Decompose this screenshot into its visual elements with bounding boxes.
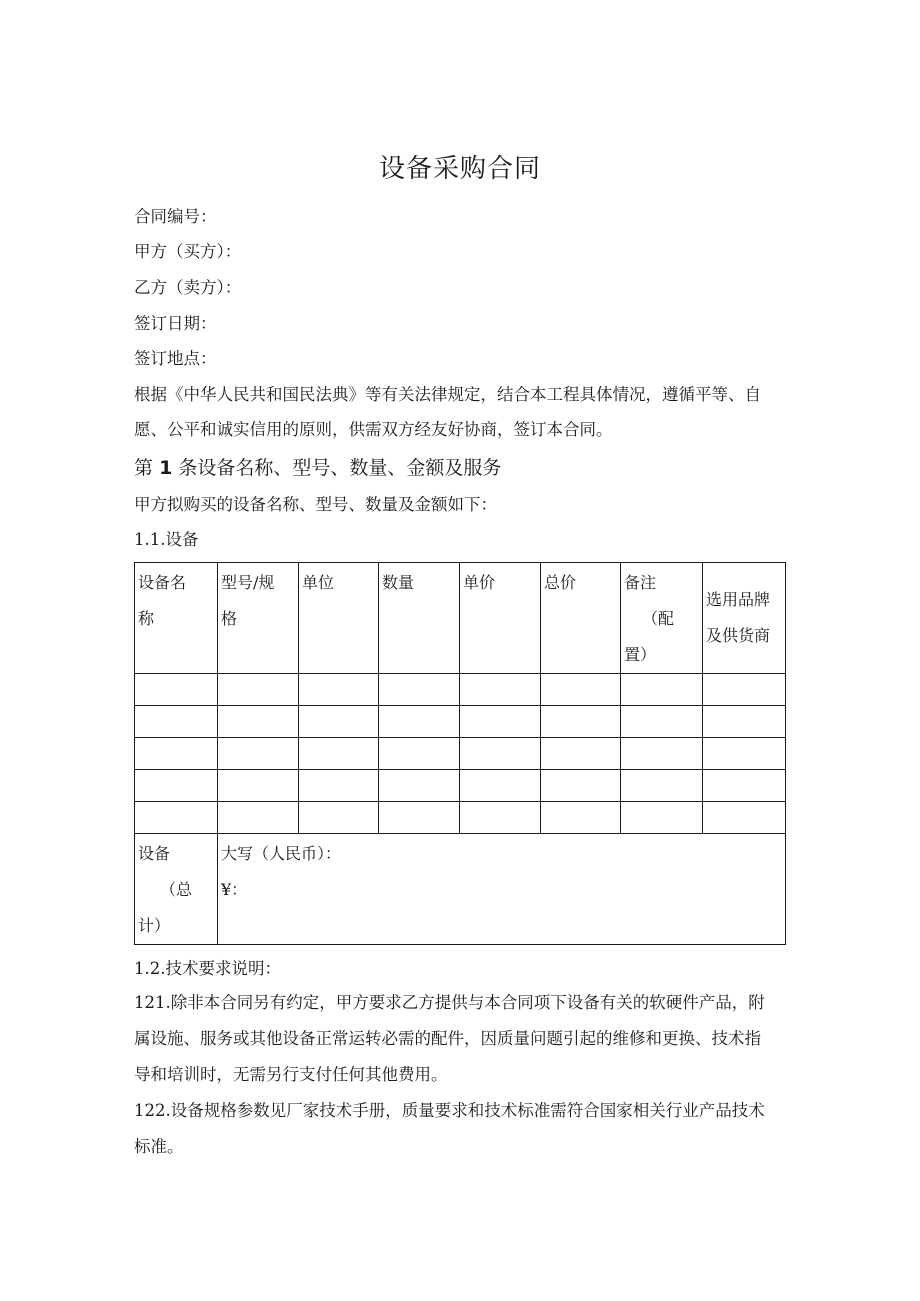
header-unit xyxy=(299,563,379,674)
table-cell[interactable] xyxy=(299,706,379,738)
table-cell[interactable] xyxy=(703,674,786,706)
table-cell[interactable] xyxy=(703,770,786,802)
header-total-price xyxy=(541,563,621,674)
table-cell[interactable] xyxy=(621,674,703,706)
document-title: 设备采购合同 xyxy=(378,154,541,184)
table-cell[interactable] xyxy=(703,738,786,770)
sign-place-field: 签订地点： xyxy=(134,349,217,368)
header-unit-label: 单位 xyxy=(302,573,335,592)
total-amount-uppercase: 大写（人民币）： xyxy=(221,844,342,863)
table-cell[interactable] xyxy=(135,674,218,706)
section-1-2-label: 1.2.技术要求说明： xyxy=(134,959,281,978)
header-remark xyxy=(621,563,703,674)
header-equipment-name xyxy=(135,563,218,674)
table-cell[interactable] xyxy=(379,706,460,738)
header-model-spec xyxy=(218,563,299,674)
party-a-field: 甲方（买方）： xyxy=(134,242,242,261)
table-row xyxy=(135,738,786,770)
table-cell[interactable] xyxy=(621,770,703,802)
table-cell[interactable] xyxy=(460,770,541,802)
header-remark-line-3: 置） xyxy=(624,645,657,664)
article-1-title: 条设备名称、型号、数量、金额及服务 xyxy=(178,457,502,479)
table-cell[interactable] xyxy=(135,738,218,770)
table-cell[interactable] xyxy=(460,738,541,770)
table-cell[interactable] xyxy=(299,738,379,770)
table-total-row xyxy=(135,834,786,945)
table-header-row xyxy=(135,563,786,674)
table-cell[interactable] xyxy=(541,674,621,706)
table-cell[interactable] xyxy=(218,802,299,834)
equipment-table xyxy=(134,562,786,945)
header-brand-line-1: 选用品牌 xyxy=(706,590,771,609)
section-1-1-label: 1.1.设备 xyxy=(134,530,199,549)
table-cell[interactable] xyxy=(621,802,703,834)
header-model-line-1: 型号/规 xyxy=(221,573,275,592)
table-cell[interactable] xyxy=(218,770,299,802)
header-unit-price xyxy=(460,563,541,674)
table-cell[interactable] xyxy=(460,706,541,738)
total-label-line-1: 设备 xyxy=(138,844,171,863)
table-cell[interactable] xyxy=(460,802,541,834)
total-label-cell xyxy=(135,834,218,945)
table-cell[interactable] xyxy=(379,738,460,770)
header-brand-line-2: 及供货商 xyxy=(706,626,771,645)
table-cell[interactable] xyxy=(703,802,786,834)
header-remark-line-1: 备注 xyxy=(624,573,657,592)
clause-121-line-3: 导和培训时，无需另行支付任何其他费用。 xyxy=(134,1065,448,1084)
table-cell[interactable] xyxy=(379,802,460,834)
table-cell[interactable] xyxy=(299,674,379,706)
table-row xyxy=(135,770,786,802)
table-cell[interactable] xyxy=(379,674,460,706)
header-name-line-1: 设备名 xyxy=(138,573,187,592)
table-row xyxy=(135,706,786,738)
header-model-line-2: 格 xyxy=(221,609,238,628)
table-cell[interactable] xyxy=(218,706,299,738)
table-cell[interactable] xyxy=(218,738,299,770)
clause-122-line-1: 122.设备规格参数见厂家技术手册，质量要求和技术标准需符合国家相关行业产品技术 xyxy=(134,1101,765,1120)
table-cell[interactable] xyxy=(299,802,379,834)
article-1-heading xyxy=(134,453,501,480)
table-cell[interactable] xyxy=(218,674,299,706)
table-cell[interactable] xyxy=(135,802,218,834)
header-quantity-label: 数量 xyxy=(382,573,415,592)
header-quantity xyxy=(379,563,460,674)
header-remark-line-2: （配 xyxy=(642,609,675,628)
intro-paragraph-line-2: 愿、公平和诚实信用的原则，供需双方经友好协商，签订本合同。 xyxy=(134,420,613,439)
total-amount-yen: ¥： xyxy=(221,880,248,899)
header-brand-supplier xyxy=(703,563,786,674)
table-cell[interactable] xyxy=(541,802,621,834)
article-1-description: 甲方拟购买的设备名称、型号、数量及金额如下： xyxy=(134,495,497,514)
table-cell[interactable] xyxy=(135,770,218,802)
table-cell[interactable] xyxy=(541,770,621,802)
contract-number-field: 合同编号： xyxy=(134,207,217,226)
sign-date-field: 签订日期： xyxy=(134,314,217,333)
party-b-field: 乙方（卖方）： xyxy=(134,278,242,297)
table-cell[interactable] xyxy=(135,706,218,738)
table-cell[interactable] xyxy=(621,706,703,738)
table-row xyxy=(135,674,786,706)
article-1-number: 1 xyxy=(159,457,173,479)
clause-122-line-2: 标准。 xyxy=(134,1137,184,1156)
table-cell[interactable] xyxy=(703,706,786,738)
intro-paragraph-line-1: 根据《中华人民共和国民法典》等有关法律规定，结合本工程具体情况，遵循平等、自 xyxy=(134,385,761,404)
table-cell[interactable] xyxy=(460,674,541,706)
clause-121-line-1: 121.除非本合同另有约定，甲方要求乙方提供与本合同项下设备有关的软硬件产品，附 xyxy=(134,993,765,1012)
table-cell[interactable] xyxy=(541,706,621,738)
total-label-line-3: 计） xyxy=(138,916,171,935)
header-name-line-2: 称 xyxy=(138,609,155,628)
table-cell[interactable] xyxy=(541,738,621,770)
total-amount-cell[interactable] xyxy=(218,834,786,945)
table-row xyxy=(135,802,786,834)
clause-121-line-2: 属设施、服务或其他设备正常运转必需的配件，因质量问题引起的维修和更换、技术指 xyxy=(134,1029,761,1048)
total-label-line-2: （总 xyxy=(160,880,193,899)
table-cell[interactable] xyxy=(299,770,379,802)
header-unit-price-label: 单价 xyxy=(463,573,496,592)
header-total-price-label: 总价 xyxy=(544,573,577,592)
table-cell[interactable] xyxy=(379,770,460,802)
article-1-prefix: 第 xyxy=(134,457,154,479)
table-cell[interactable] xyxy=(621,738,703,770)
